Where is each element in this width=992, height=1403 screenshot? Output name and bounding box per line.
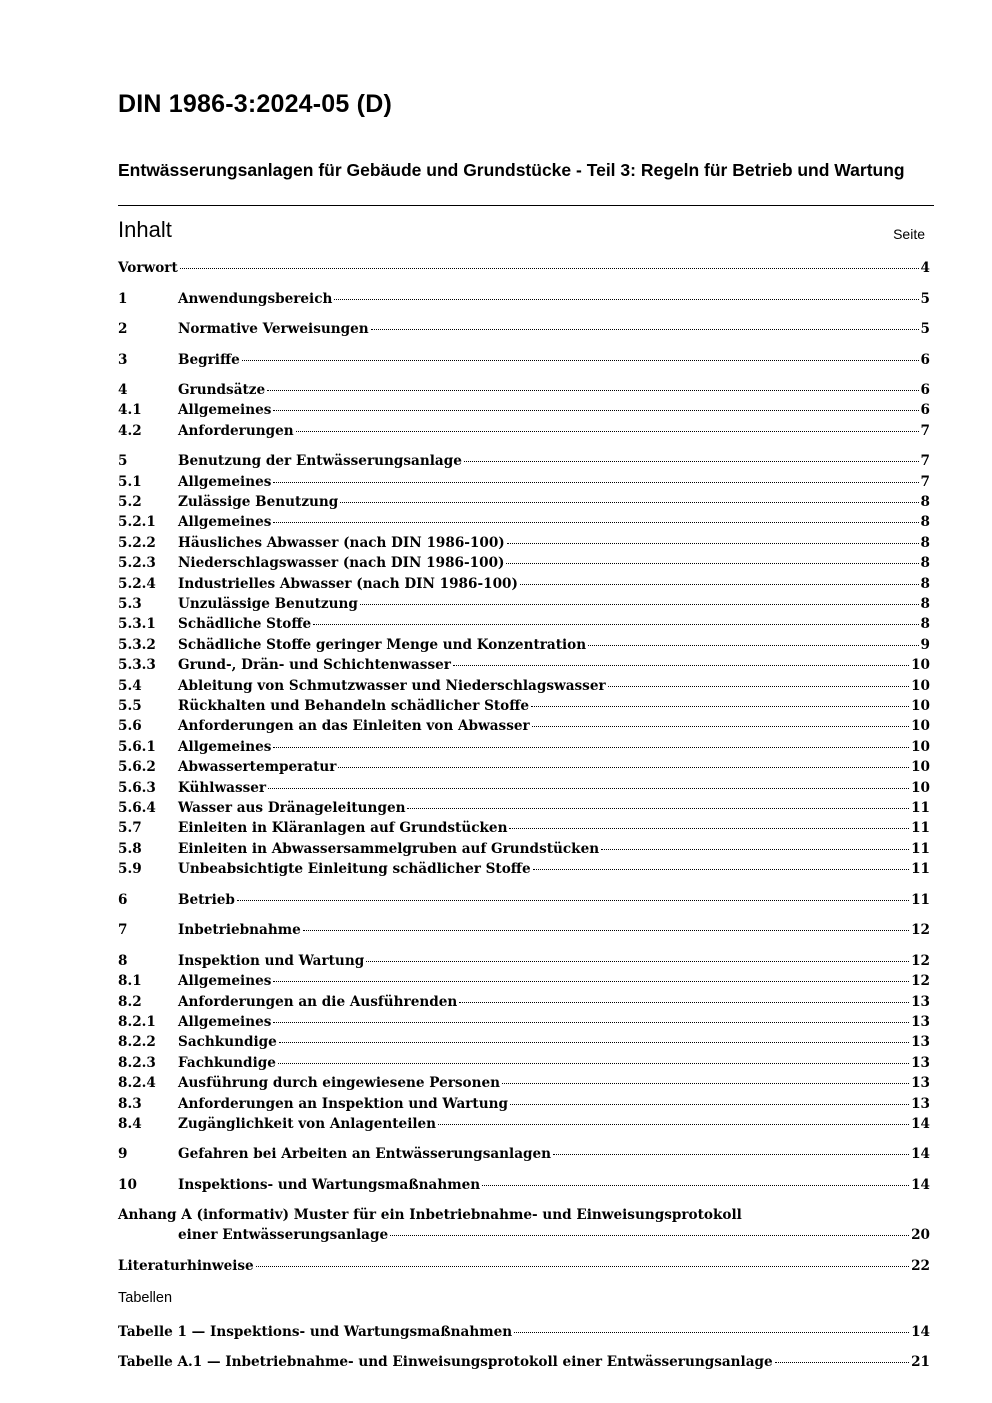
toc-entry[interactable] — [118, 993, 930, 1012]
toc-entry[interactable] — [118, 952, 930, 971]
document-page — [118, 0, 931, 1403]
toc-page-number: 14 — [911, 1146, 930, 1162]
toc-entry-title: Anforderungen an das Einleiten von Abwasser — [178, 718, 530, 734]
toc-page-number: 8 — [920, 535, 930, 551]
toc-page-number: 22 — [911, 1258, 930, 1274]
dot-leader — [340, 502, 918, 503]
toc-entry-number: 5.5 — [118, 698, 142, 714]
toc-entry-number: 5.2.4 — [118, 576, 156, 592]
toc-entry-title: Industrielles Abwasser (nach DIN 1986-100) — [178, 576, 518, 592]
dot-leader — [588, 645, 918, 646]
toc-page-number: 12 — [911, 922, 930, 938]
dot-leader — [509, 828, 909, 829]
toc-page-number: 5 — [920, 291, 930, 307]
dot-leader — [273, 410, 918, 411]
toc-entry[interactable] — [118, 493, 930, 512]
toc-entry-number: 8.4 — [118, 1116, 142, 1132]
table-list-entry[interactable] — [118, 1353, 930, 1372]
toc-entry[interactable] — [118, 758, 930, 777]
toc-entry[interactable] — [118, 1095, 930, 1114]
toc-entry-number: 8.1 — [118, 973, 142, 989]
toc-entry-number: 8.2.4 — [118, 1075, 156, 1091]
toc-page-number: 20 — [911, 1227, 930, 1243]
dot-leader — [506, 563, 918, 564]
dot-leader — [520, 584, 919, 585]
toc-entry-title: Allgemeines — [178, 973, 272, 989]
toc-entry-title: Anwendungsbereich — [178, 291, 333, 307]
dot-leader — [482, 1185, 909, 1186]
toc-entry-number: 5.3.3 — [118, 657, 156, 673]
toc-entry-number: 5 — [118, 453, 128, 469]
toc-page-number: 12 — [911, 953, 930, 969]
toc-entry-number: 5.2.3 — [118, 555, 156, 571]
toc-entry-title: Allgemeines — [178, 514, 272, 530]
toc-annex-entry[interactable] — [118, 1226, 930, 1245]
toc-entry-number: 5.2 — [118, 494, 142, 510]
toc-entry-number: 7 — [118, 922, 128, 938]
toc-page-number: 11 — [911, 800, 930, 816]
toc-entry[interactable] — [118, 381, 930, 400]
title-divider — [118, 205, 934, 206]
toc-entry[interactable] — [118, 677, 930, 696]
toc-page-number: 13 — [911, 1075, 930, 1091]
toc-entry-title: Zulässige Benutzung — [178, 494, 339, 510]
toc-entry-number: 5.8 — [118, 841, 142, 857]
toc-entry-title: Ableitung von Schmutzwasser und Niederschlagswasser — [178, 678, 606, 694]
toc-page-number: 6 — [920, 352, 930, 368]
toc-entry[interactable] — [118, 1074, 930, 1093]
toc-entry[interactable] — [118, 656, 930, 675]
toc-annex-title-cont: einer Entwässerungsanlage — [178, 1227, 389, 1243]
document-id: DIN 1986-3:2024-05 (D) — [118, 90, 392, 118]
toc-entry[interactable] — [118, 1013, 930, 1032]
dot-leader — [273, 482, 918, 483]
dot-leader — [371, 329, 919, 330]
toc-entry[interactable] — [118, 1145, 930, 1164]
toc-page-number: 13 — [911, 1034, 930, 1050]
toc-entry-number: 8.2.2 — [118, 1034, 156, 1050]
toc-entry-title: Häusliches Abwasser (nach DIN 1986-100) — [178, 535, 505, 551]
toc-entry[interactable] — [118, 1054, 930, 1073]
toc-entry-title: Allgemeines — [178, 1014, 272, 1030]
toc-entry-number: 3 — [118, 352, 128, 368]
dot-leader — [514, 1332, 909, 1333]
dot-leader — [360, 604, 919, 605]
toc-page-number: 9 — [920, 637, 930, 653]
table-page-number: 14 — [911, 1324, 930, 1340]
toc-entry-title: Grund-, Drän- und Schichtenwasser — [178, 657, 451, 673]
dot-leader — [510, 1104, 909, 1105]
toc-entry-title: Abwassertemperatur — [178, 759, 337, 775]
dot-leader — [775, 1362, 909, 1363]
toc-page-number: 6 — [920, 402, 930, 418]
toc-annex-line[interactable] — [118, 1206, 930, 1225]
toc-entry-title: Vorwort — [118, 260, 178, 276]
toc-entry[interactable] — [118, 351, 930, 370]
toc-entry[interactable] — [118, 819, 930, 838]
toc-entry-number: 8.2.1 — [118, 1014, 156, 1030]
dot-leader — [553, 1154, 909, 1155]
toc-entry-number: 5.3.2 — [118, 637, 156, 653]
toc-entry-number: 5.6.2 — [118, 759, 156, 775]
toc-entry[interactable] — [118, 972, 930, 991]
toc-entry-title: Einleiten in Kläranlagen auf Grundstücken — [178, 820, 508, 836]
dot-leader — [334, 299, 918, 300]
toc-entry-title: Begriffe — [178, 352, 240, 368]
toc-entry[interactable] — [118, 401, 930, 420]
dot-leader — [279, 1042, 909, 1043]
toc-entry[interactable] — [118, 422, 930, 441]
toc-entry[interactable] — [118, 259, 930, 278]
toc-entry-title: Grundsätze — [178, 382, 266, 398]
dot-leader — [459, 1002, 909, 1003]
toc-page-number: 13 — [911, 1055, 930, 1071]
toc-page-number: 8 — [920, 555, 930, 571]
document-title: Entwässerungsanlagen für Gebäude und Grundstücke - Teil 3: Regeln für Betrieb und Wartung — [118, 160, 905, 180]
toc-page-number: 12 — [911, 973, 930, 989]
dot-leader — [531, 706, 909, 707]
toc-entry[interactable] — [118, 473, 930, 492]
toc-entry[interactable] — [118, 575, 930, 594]
toc-page-number: 6 — [920, 382, 930, 398]
toc-page-number: 11 — [911, 861, 930, 877]
toc-entry-title: Zugänglichkeit von Anlagenteilen — [178, 1116, 437, 1132]
toc-entry-number: 5.9 — [118, 861, 142, 877]
toc-entry-number: 4.1 — [118, 402, 142, 418]
table-entry-title: Tabelle 1 — Inspektions- und Wartungsmaßnahmen — [118, 1324, 513, 1340]
dot-leader — [313, 624, 918, 625]
toc-page-number: 7 — [920, 474, 930, 490]
toc-entry-title: Anforderungen an die Ausführenden — [178, 994, 458, 1010]
toc-page-number: 10 — [911, 657, 930, 673]
toc-page-number: 10 — [911, 718, 930, 734]
toc-page-number: 10 — [911, 759, 930, 775]
dot-leader — [273, 1022, 909, 1023]
toc-entry[interactable] — [118, 452, 930, 471]
toc-entry-title: Wasser aus Dränageleitungen — [178, 800, 406, 816]
toc-bibliography-entry[interactable] — [118, 1257, 930, 1276]
toc-entry-title: Gefahren bei Arbeiten an Entwässerungsanlagen — [178, 1146, 552, 1162]
toc-entry-title: Kühlwasser — [178, 780, 267, 796]
toc-entry[interactable] — [118, 799, 930, 818]
toc-entry[interactable] — [118, 513, 930, 532]
toc-entry[interactable] — [118, 891, 930, 910]
toc-entry[interactable] — [118, 779, 930, 798]
toc-page-number: 5 — [920, 321, 930, 337]
toc-page-number: 13 — [911, 1014, 930, 1030]
toc-entry-title: Rückhalten und Behandeln schädlicher Stoffe — [178, 698, 530, 714]
toc-page-number: 13 — [911, 994, 930, 1010]
toc-entry-title: Benutzung der Entwässerungsanlage — [178, 453, 462, 469]
toc-page-number: 8 — [920, 616, 930, 632]
toc-entry-title: Inspektion und Wartung — [178, 953, 365, 969]
toc-entry[interactable] — [118, 840, 930, 859]
toc-entry[interactable] — [118, 595, 930, 614]
toc-page-number: 10 — [911, 678, 930, 694]
tables-heading: Tabellen — [118, 1290, 173, 1306]
dot-leader — [601, 849, 909, 850]
dot-leader — [268, 788, 909, 789]
toc-entry-number: 8.3 — [118, 1096, 142, 1112]
toc-entry-number: 8 — [118, 953, 128, 969]
dot-leader — [180, 268, 919, 269]
toc-entry-title: Sachkundige — [178, 1034, 277, 1050]
dot-leader — [407, 808, 909, 809]
toc-page-number: 7 — [920, 423, 930, 439]
toc-page-number: 13 — [911, 1096, 930, 1112]
toc-entry[interactable] — [118, 534, 930, 553]
toc-entry[interactable] — [118, 1176, 930, 1195]
toc-entry[interactable] — [118, 554, 930, 573]
dot-leader — [438, 1124, 909, 1125]
toc-entry-title: Inbetriebnahme — [178, 922, 301, 938]
toc-entry[interactable] — [118, 697, 930, 716]
toc-entry-title: Allgemeines — [178, 402, 272, 418]
dot-leader — [278, 1063, 909, 1064]
toc-entry[interactable] — [118, 1115, 930, 1134]
toc-page-number: 14 — [911, 1116, 930, 1132]
toc-heading: Inhalt — [118, 217, 172, 242]
toc-entry-number: 5.2.1 — [118, 514, 156, 530]
toc-entry-number: 4 — [118, 382, 128, 398]
toc-entry[interactable] — [118, 860, 930, 879]
toc-entry[interactable] — [118, 1033, 930, 1052]
toc-entry-title: Allgemeines — [178, 739, 272, 755]
toc-entry-number: 9 — [118, 1146, 128, 1162]
toc-entry-title: Literaturhinweise — [118, 1258, 254, 1274]
toc-page-number: 4 — [920, 260, 930, 276]
toc-entry-title: Betrieb — [178, 892, 235, 908]
dot-leader — [532, 726, 909, 727]
toc-entry-title: Normative Verweisungen — [178, 321, 369, 337]
toc-entry-number: 2 — [118, 321, 128, 337]
toc-page-number: 8 — [920, 514, 930, 530]
dot-leader — [273, 981, 909, 982]
toc-entry[interactable] — [118, 290, 930, 309]
dot-leader — [608, 686, 909, 687]
toc-annex-title: Anhang A (informativ) Muster für ein Inbetriebnahme- und Einweisungsprotokoll — [118, 1207, 742, 1223]
dot-leader — [502, 1083, 909, 1084]
dot-leader — [273, 522, 918, 523]
dot-leader — [237, 900, 909, 901]
toc-page-label: Seite — [893, 226, 925, 242]
table-entry-title: Tabelle A.1 — Inbetriebnahme- und Einweisungsprotokoll einer Entwässerungsanlage — [118, 1354, 773, 1370]
toc-entry-number: 8.2 — [118, 994, 142, 1010]
toc-entry-title: Unbeabsichtigte Einleitung schädlicher Stoffe — [178, 861, 531, 877]
toc-entry-title: Fachkundige — [178, 1055, 276, 1071]
toc-page-number: 8 — [920, 494, 930, 510]
toc-entry[interactable] — [118, 717, 930, 736]
toc-entry[interactable] — [118, 636, 930, 655]
dot-leader — [390, 1235, 909, 1236]
toc-entry-number: 5.6.4 — [118, 800, 156, 816]
toc-entry-title: Anforderungen — [178, 423, 294, 439]
toc-entry-title: Unzulässige Benutzung — [178, 596, 358, 612]
toc-entry-title: Einleiten in Abwassersammelgruben auf Grundstücken — [178, 841, 600, 857]
dot-leader — [273, 747, 909, 748]
toc-entry-number: 5.2.2 — [118, 535, 156, 551]
toc-entry-number: 1 — [118, 291, 128, 307]
toc-page-number: 10 — [911, 739, 930, 755]
dot-leader — [338, 767, 909, 768]
dot-leader — [267, 390, 918, 391]
dot-leader — [533, 869, 909, 870]
dot-leader — [242, 360, 919, 361]
toc-entry-title: Anforderungen an Inspektion und Wartung — [178, 1096, 508, 1112]
toc-entry-title: Schädliche Stoffe — [178, 616, 312, 632]
toc-entry-title: Niederschlagswasser (nach DIN 1986-100) — [178, 555, 505, 571]
table-list-entry[interactable] — [118, 1323, 930, 1342]
toc-entry[interactable] — [118, 615, 930, 634]
toc-entry-title: Allgemeines — [178, 474, 272, 490]
toc-page-number: 7 — [920, 453, 930, 469]
toc-page-number: 14 — [911, 1177, 930, 1193]
dot-leader — [296, 431, 919, 432]
dot-leader — [256, 1266, 909, 1267]
dot-leader — [303, 930, 909, 931]
toc-page-number: 10 — [911, 780, 930, 796]
toc-entry-number: 5.1 — [118, 474, 142, 490]
toc-page-number: 8 — [920, 576, 930, 592]
toc-entry-number: 6 — [118, 892, 128, 908]
toc-entry-number: 10 — [118, 1177, 137, 1193]
toc-page-number: 10 — [911, 698, 930, 714]
toc-page-number: 11 — [911, 820, 930, 836]
toc-entry-number: 5.3.1 — [118, 616, 156, 632]
toc-entry-title: Ausführung durch eingewiesene Personen — [178, 1075, 501, 1091]
toc-entry-number: 5.6.1 — [118, 739, 156, 755]
toc-page-number: 11 — [911, 892, 930, 908]
dot-leader — [366, 961, 909, 962]
toc-entry-number: 8.2.3 — [118, 1055, 156, 1071]
toc-page-number: 8 — [920, 596, 930, 612]
toc-entry-title: Inspektions- und Wartungsmaßnahmen — [178, 1177, 481, 1193]
toc-entry-number: 5.7 — [118, 820, 142, 836]
toc-entry-number: 4.2 — [118, 423, 142, 439]
toc-entry-number: 5.4 — [118, 678, 142, 694]
toc-entry-number: 5.3 — [118, 596, 142, 612]
toc-entry-number: 5.6 — [118, 718, 142, 734]
toc-entry-number: 5.6.3 — [118, 780, 156, 796]
toc-page-number: 11 — [911, 841, 930, 857]
table-page-number: 21 — [911, 1354, 930, 1370]
toc-entry[interactable] — [118, 320, 930, 339]
toc-entry[interactable] — [118, 921, 930, 940]
toc-entry-title: Schädliche Stoffe geringer Menge und Konzentration — [178, 637, 587, 653]
dot-leader — [453, 665, 909, 666]
toc-entry[interactable] — [118, 738, 930, 757]
dot-leader — [507, 543, 919, 544]
dot-leader — [464, 461, 919, 462]
